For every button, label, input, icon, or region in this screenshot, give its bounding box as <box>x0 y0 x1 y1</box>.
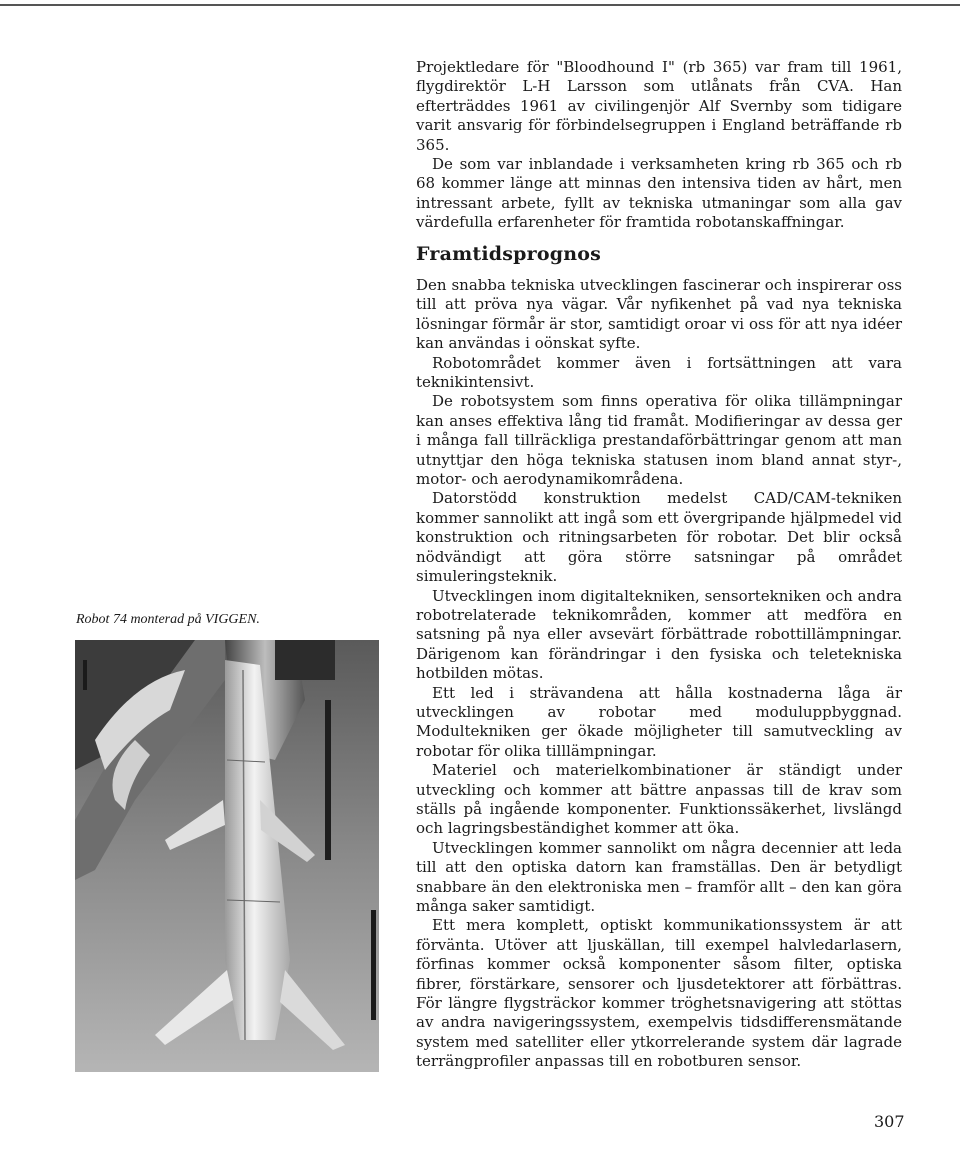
page-number: 307 <box>874 1112 905 1131</box>
top-rule <box>0 4 960 6</box>
body-paragraph: Ett mera komplett, optiskt kommunikationssystem är att förvänta. Utöver att ljuskällan, till exempel halvledarlasern, förfinas kommer också komponenter såsom filter, optiska fibrer, förstärkare, sensorer och ljusdetektorer att förbättras. För längre flygsträckor kommer tröghetsnavigering att stöttas av andra navigeringssystem, exempelvis tidsdifferensmätande system med satelliter eller ytkorrelerande system där lagrade terrängprofiler anpassas till en robotburen sensor. <box>416 916 902 1071</box>
section-heading: Framtidsprognos <box>416 243 601 265</box>
intro-text <box>416 58 902 233</box>
body-paragraph: Datorstödd konstruktion medelst CAD/CAM-tekniken kommer sannolikt att ingå som ett övergripande hjälpmedel vid konstruktion och ritningsarbeten för robotar. Det blir också nödvändigt att göra större satsningar på området simuleringsteknik. <box>416 489 902 586</box>
body-paragraph: Den snabba tekniska utvecklingen fascinerar och inspirerar oss till att pröva nya vägar. Vår nyfikenhet på vad nya tekniska lösningar förmår är stor, samtidigt oroar vi oss för att nya idéer kan användas i oönskat syfte. <box>416 276 902 353</box>
photo-caption: Robot 74 monterad på VIGGEN. <box>76 612 260 627</box>
body-paragraph: De robotsystem som finns operativa för olika tillämpningar kan anses effektiva lång tid framåt. Modifieringar av dessa ger i många fall tillräckliga prestandaförbättringar genom att man utnyttjar den höga tekniska statusen inom bland annat styr-, motor- och aerodynamikområdena. <box>416 392 902 489</box>
body-paragraph: Utvecklingen kommer sannolikt om några decennier att leda till att den optiska datorn kan framställas. Den är betydligt snabbare än den elektroniska men – framför allt – den kan göra många saker samtidigt. <box>416 838 902 915</box>
body-paragraph: Ett led i strävandena att hålla kostnaderna låga är utvecklingen av robotar med moduluppbyggnad. Modultekniken ger ökade möjligheter till samutveckling av robotar för olika tilllämpningar. <box>416 683 902 760</box>
body-text <box>416 276 902 1072</box>
intro-paragraph-1: Projektledare för "Bloodhound I" (rb 365) var fram till 1961, flygdirektör L-H Larsson som utlånats från CVA. Han efterträddes 1961 av civilingenjör Alf Svernby som tidigare varit ansvarig för förbindelsegruppen i England beträffande rb 365. <box>416 58 902 154</box>
body-paragraph: Robotområdet kommer även i fortsättningen att vara teknikintensivt. <box>416 353 902 392</box>
missile-photo <box>75 640 379 1072</box>
intro-paragraph-2: De som var inblandade i verksamheten kring rb 365 och rb 68 kommer länge att minnas den intensiva tiden av hårt, men intressant arbete, fyllt av tekniska utmaningar som alla gav värdefulla erfarenheter för framtida robotanskaffningar. <box>416 155 902 232</box>
body-paragraph: Utvecklingen inom digitaltekniken, sensortekniken och andra robotrelaterade teknikområden, kommer att medföra en satsning på nya eller avsevärt förbättrade robottillämpningar. Därigenom kan förändringar i den fysiska och teletekniska hotbilden mötas. <box>416 586 902 683</box>
body-paragraph: Materiel och materielkombinationer är ständigt under utveckling och kommer att bättre anpassas till de krav som ställs på ingående komponenter. Funktionssäkerhet, livslängd och lagringsbeständighet kommer att öka. <box>416 761 902 838</box>
